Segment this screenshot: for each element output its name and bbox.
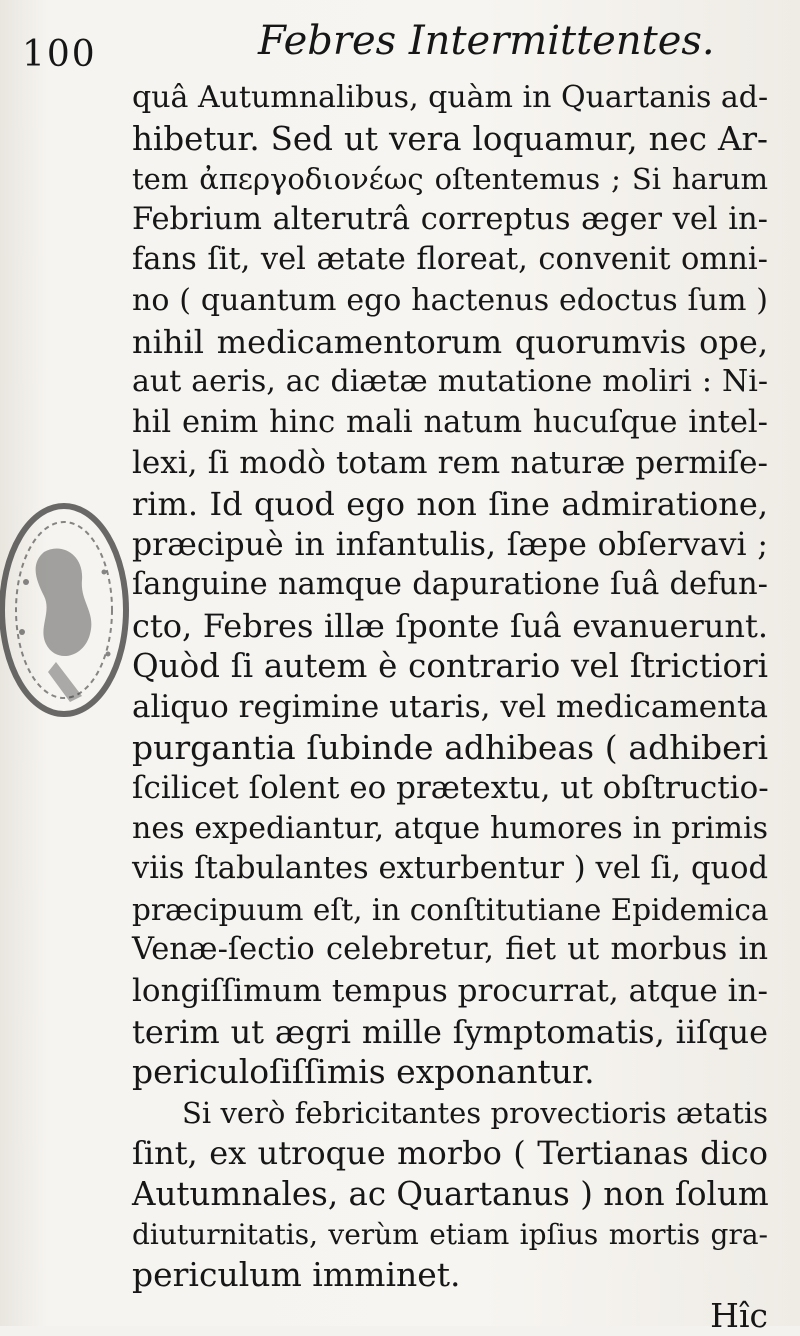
text-line: lexi, ſi modò totam rem naturæ permiſe- bbox=[132, 445, 768, 482]
text-line: aut aeris, ac diætæ mutatione moliri : Ni- bbox=[132, 364, 768, 400]
text-line: periculoſiſſimis exponantur. bbox=[132, 1052, 595, 1092]
catchword: Hîc bbox=[710, 1295, 768, 1335]
text-line: ſcilicet ſolent eo prætextu, ut obſtructio- bbox=[132, 770, 769, 807]
text-line: Quòd ſi autem è contrario vel ſtrictiori bbox=[132, 647, 768, 686]
text-line: præcipuum eſt, in conſtitutiane Epidemica bbox=[132, 892, 769, 927]
text-line: nihil medicamentorum quorumvis ope, bbox=[132, 322, 768, 361]
text-line: periculum imminet. bbox=[132, 1255, 461, 1295]
text-line: hil enim hinc mali natum hucuſque intel- bbox=[132, 404, 768, 440]
running-title: Febres Intermittentes. bbox=[258, 18, 715, 64]
text-line: cto, Febres illæ ſponte ſuâ evanuerunt. bbox=[132, 606, 768, 645]
body-text bbox=[132, 78, 768, 1336]
page-number: 100 bbox=[22, 34, 97, 75]
text-line: Si verò febricitantes provectioris ætatis bbox=[182, 1095, 768, 1130]
text-line: Febrium alterutrâ correptus æger vel in- bbox=[132, 201, 768, 237]
text-line: no ( quantum ego hactenus edoctus ſum ) bbox=[132, 282, 768, 318]
text-line: Venæ-ſectio celebretur, fiet ut morbus in bbox=[132, 932, 768, 968]
text-line: rim. Id quod ego non ſine admiratione, bbox=[132, 484, 768, 523]
text-line: viis ſtabulantes exturbentur ) vel ſi, quod bbox=[132, 851, 768, 887]
text-line: præcipuè in infantulis, ſæpe obſervavi ; bbox=[132, 526, 768, 563]
text-line: ſint, ex utroque morbo ( Tertianas dico bbox=[132, 1134, 768, 1173]
text-line: hibetur. Sed ut vera loquamur, nec Ar- bbox=[132, 119, 768, 158]
text-line: tem ἀπεργοδιονέως oſtentemus ; Si harum bbox=[132, 162, 768, 197]
text-line: purgantia ſubinde adhibeas ( adhiberi bbox=[132, 727, 768, 767]
text-line: terim ut ægri mille ſymptomatis, iiſque bbox=[132, 1012, 768, 1051]
text-line: nes expediantur, atque humores in primis bbox=[132, 810, 768, 846]
text-line: Autumnales, ac Quartanus ) non ſolum bbox=[132, 1175, 769, 1214]
text-line: fans ſit, vel ætate floreat, convenit omni- bbox=[132, 242, 768, 278]
text-line: diuturnitatis, verùm etiam ipſius mortis gra- bbox=[132, 1217, 768, 1251]
text-line: quâ Autumnalibus, quàm in Quartanis ad- bbox=[132, 80, 769, 115]
text-line: aliquo regimine utaris, vel medicamenta bbox=[132, 688, 768, 725]
text-line: ſanguine namque dapuratione ſuâ defun- bbox=[132, 567, 768, 603]
text-line: longiſſimum tempus procurrat, atque in- bbox=[132, 973, 768, 1010]
